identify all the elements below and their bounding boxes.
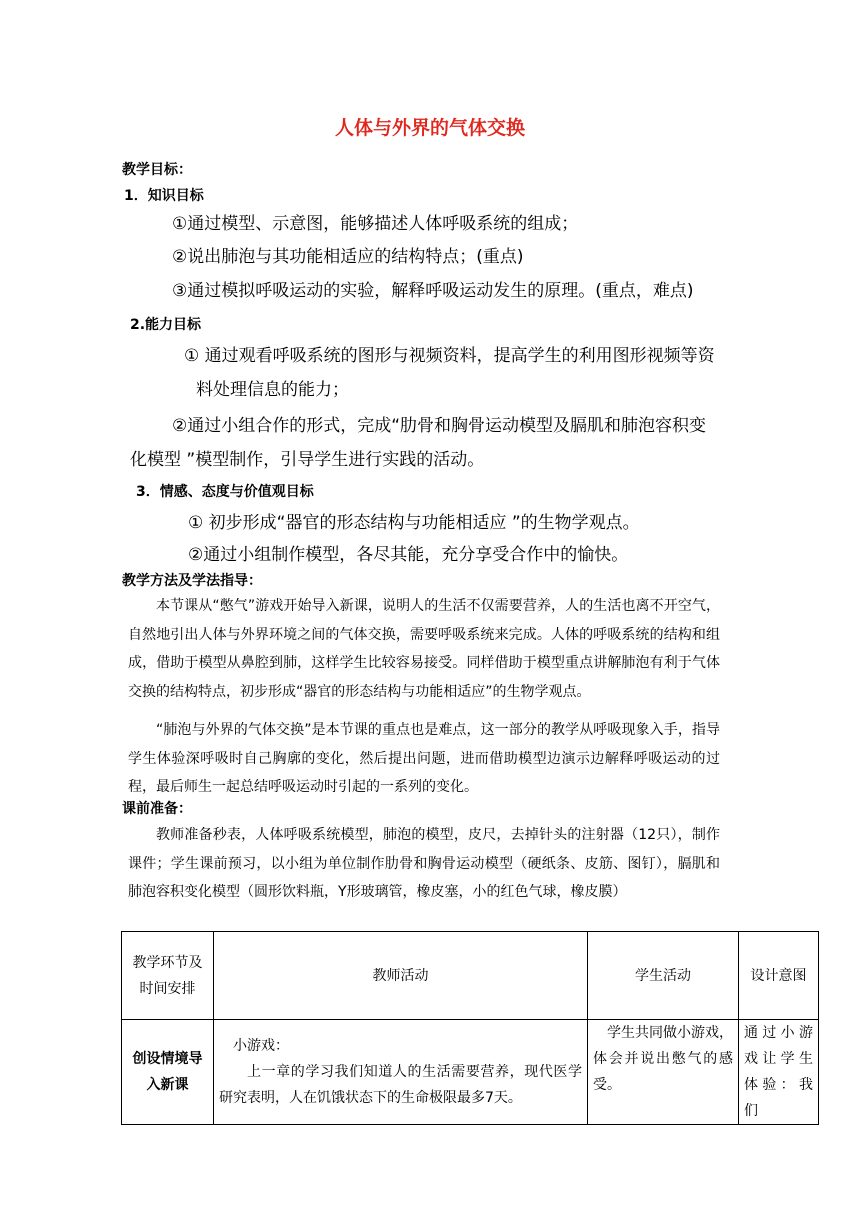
- methods-paragraph-1: 本节课从“憋气”游戏开始导入新课，说明人的生活不仅需要营养，人的生活也离不开空气，自然地引出人体与外界环境之间的气体交换，需要呼吸系统来完成。人体的呼吸系统的结构和组成，借助于模型从鼻腔到肺，这样学生比较容易接受。同样借助于模型重点讲解肺泡有利于气体交换的结构特点，初步形成“器官的形态结构与功能相适应”的生物学观点。: [128, 598, 720, 700]
- emotion-item-1: ① 初步形成“器官的形态结构与功能相适应 ”的生物学观点。: [188, 513, 640, 533]
- knowledge-item-2: ②说出肺泡与其功能相适应的结构特点；(重点): [172, 247, 524, 267]
- preparation-heading: 课前准备：: [122, 801, 192, 817]
- preparation-paragraph: 教师准备秒表，人体呼吸系统模型，肺泡的模型，皮尺，去掉针头的注射器（12只），制作课件；学生课前预习，以小组为单位制作肋骨和胸骨运动模型（硬纸条、皮筋、图钉），膈肌和肺泡容积变化模型（圆形饮料瓶，Y形玻璃管，橡皮塞，小的红色气球，橡皮膜）: [128, 827, 720, 900]
- lesson-plan-table: [121, 931, 819, 1125]
- row-design-intent: 通过小游戏让学生体验：我们: [739, 1020, 819, 1125]
- table-header-row: [122, 932, 819, 1020]
- methods-heading: 教学方法及学法指导：: [122, 573, 262, 589]
- ability-item-1-line-1: ① 通过观看呼吸系统的图形与视频资料，提高学生的利用图形视频等资: [184, 346, 715, 366]
- ability-item-2-line-2: 化模型 ”模型制作，引导学生进行实践的活动。: [130, 450, 485, 470]
- knowledge-item-1: ①通过模型、示意图，能够描述人体呼吸系统的组成；: [172, 214, 579, 234]
- header-teacher-activity: 教师活动: [214, 932, 588, 1020]
- row-student-activity: 学生共同做小游戏，体会并说出憋气的感受。: [588, 1020, 739, 1125]
- page-title: 人体与外界的气体交换: [334, 117, 525, 139]
- row-stage: 创设情境导入新课: [122, 1020, 214, 1125]
- ability-item-2-line-1: ②通过小组合作的形式，完成“肋骨和胸骨运动模型及膈肌和肺泡容积变: [172, 416, 707, 436]
- header-student-activity: 学生活动: [588, 932, 739, 1020]
- teacher-activity-line-1: 小游戏：: [233, 1038, 289, 1054]
- ability-heading: 2.能力目标: [130, 317, 202, 333]
- header-design-intent: 设计意图: [739, 932, 819, 1020]
- emotion-heading: 3．情感、态度与价值观目标: [136, 484, 314, 500]
- table-row: [122, 1020, 819, 1125]
- row-teacher-activity: [214, 1020, 588, 1125]
- ability-item-1-line-2: 料处理信息的能力；: [196, 380, 349, 400]
- methods-paragraph-2: “肺泡与外界的气体交换”是本节课的重点也是难点，这一部分的教学从呼吸现象入手，指导学生体验深呼吸时自己胸廓的变化，然后提出问题，进而借助模型边演示边解释呼吸运动的过程，最后师生一起总结呼吸运动时引起的一系列的变化。: [128, 722, 720, 795]
- header-stage: 教学环节及时间安排: [122, 932, 214, 1020]
- emotion-item-2: ②通过小组制作模型，各尽其能，充分享受合作中的愉快。: [188, 545, 629, 565]
- knowledge-item-3: ③通过模拟呼吸运动的实验，解释呼吸运动发生的原理。(重点，难点): [172, 281, 694, 301]
- objectives-heading: 教学目标：: [122, 162, 192, 178]
- teacher-activity-line-2: 上一章的学习我们知道人的生活需要营养，现代医学研究表明，人在饥饿状态下的生命极限最多7天。: [219, 1064, 582, 1106]
- knowledge-heading: 1．知识目标: [124, 188, 204, 204]
